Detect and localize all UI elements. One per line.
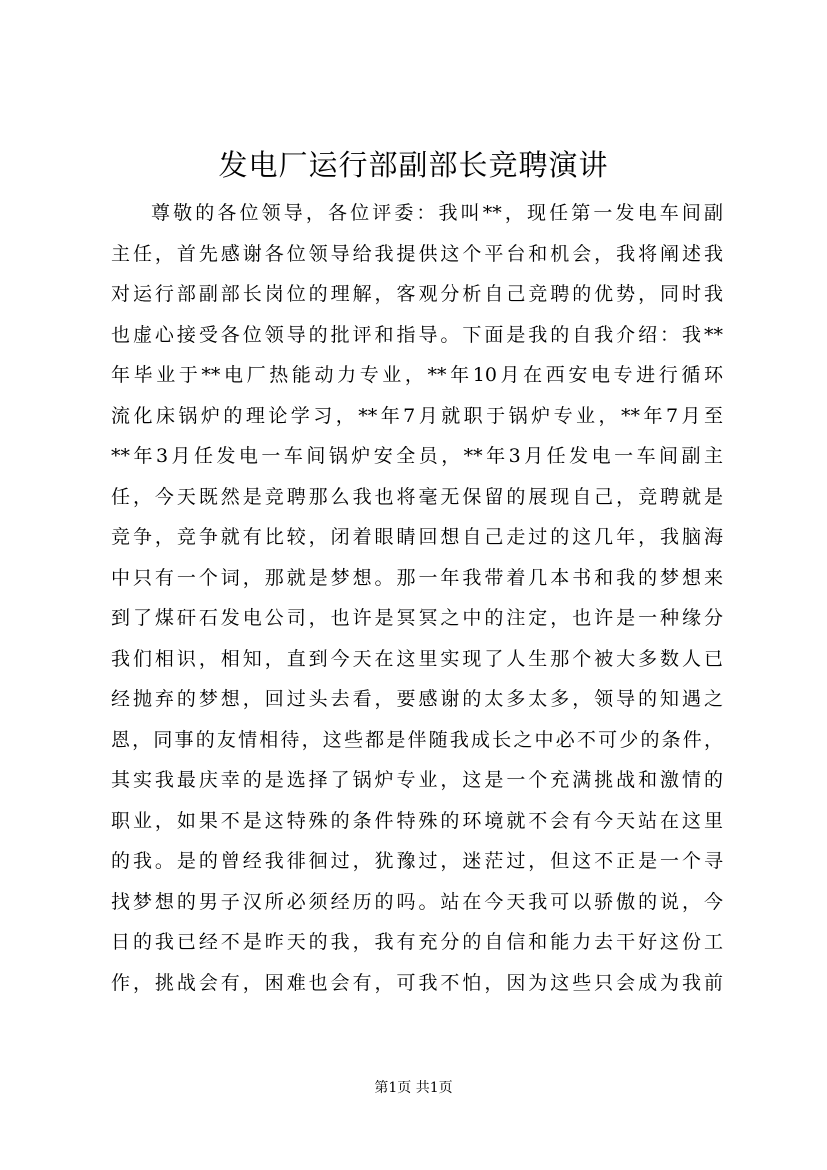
body-line: 找梦想的男子汉所必须经历的吗。站在今天我可以骄傲的说，今 [111, 890, 723, 913]
body-line: 日的我已经不是昨天的我，我有充分的自信和能力去干好这份工 [111, 931, 723, 953]
document-body [111, 193, 723, 1003]
body-line: 经抛弃的梦想，回过头去看，要感谢的太多太多，领导的知遇之 [111, 688, 723, 710]
body-line: 职业，如果不是这特殊的条件特殊的环境就不会有今天站在这里 [111, 809, 723, 832]
body-line: 尊敬的各位领导，各位评委：我叫**，现任第一发电车间副 [151, 202, 723, 224]
body-line: 到了煤矸石发电公司，也许是冥冥之中的注定，也许是一种缘分 [111, 607, 723, 629]
document-title: 发电厂运行部副部长竞聘演讲 [218, 148, 609, 182]
body-line: 作，挑战会有，困难也会有，可我不怕，因为这些只会成为我前 [111, 971, 723, 994]
body-line: 中只有一个词，那就是梦想。那一年我带着几本书和我的梦想来 [111, 566, 723, 589]
page-footer: 第1页 共1页 [374, 1080, 453, 1096]
body-line: 恩，同事的友情相待，这些都是伴随我成长之中必不可少的条件， [111, 728, 723, 751]
body-line: 的我。是的曾经我徘徊过，犹豫过，迷茫过，但这不正是一个寻 [111, 850, 723, 872]
body-line: 我们相识，相知，直到今天在这里实现了人生那个被大多数人已 [111, 647, 723, 670]
body-line: 对运行部副部长岗位的理解，客观分析自己竞聘的优势，同时我 [111, 283, 723, 305]
body-line: 竞争，竞争就有比较，闭着眼睛回想自己走过的这几年，我脑海 [111, 526, 723, 548]
body-line: 其实我最庆幸的是选择了锅炉专业，这是一个充满挑战和激情的 [111, 769, 723, 791]
body-line: 任，今天既然是竞聘那么我也将毫无保留的展现自己，竞聘就是 [111, 485, 723, 508]
body-line: **年3月任发电一车间锅炉安全员，**年3月任发电一车间副主 [111, 445, 723, 467]
body-line: 也虚心接受各位领导的批评和指导。下面是我的自我介绍：我** [111, 323, 723, 346]
body-line: 流化床锅炉的理论学习，**年7月就职于锅炉专业，**年7月至 [111, 404, 723, 427]
body-line: 主任，首先感谢各位领导给我提供这个平台和机会，我将阐述我 [111, 242, 723, 265]
body-line: 年毕业于**电厂热能动力专业，**年10月在西安电专进行循环 [111, 364, 723, 386]
